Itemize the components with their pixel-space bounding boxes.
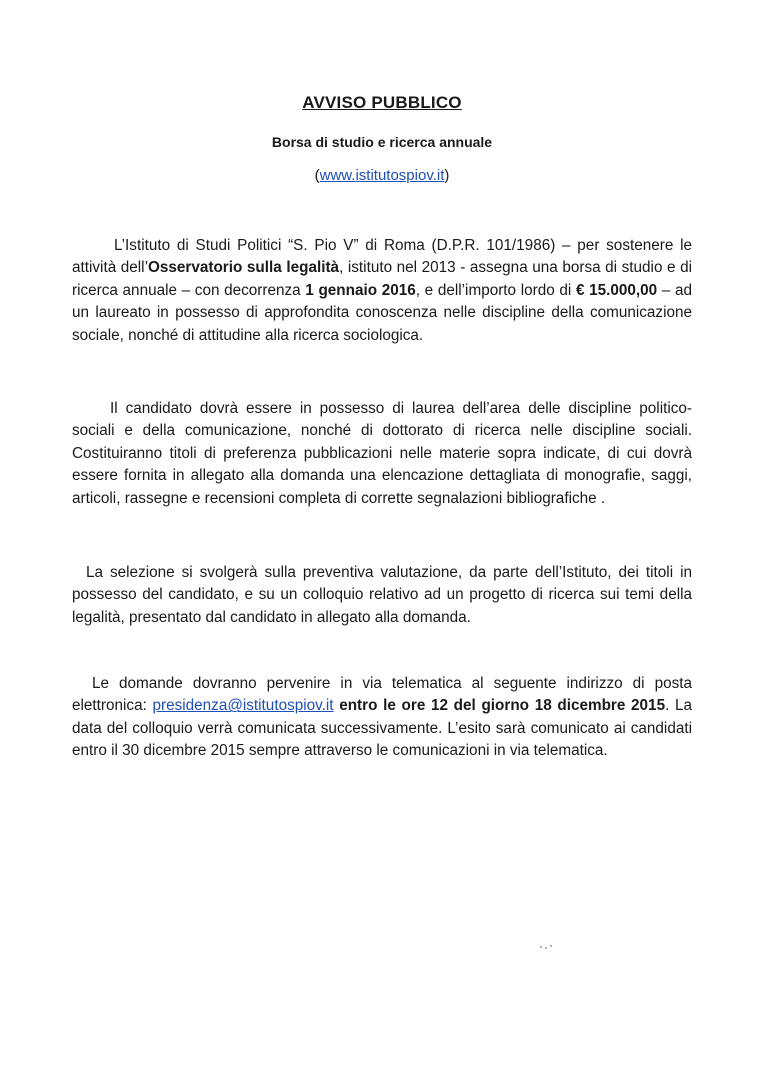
website-link[interactable]: www.istitutospiov.it — [319, 167, 445, 184]
page-title: AVVISO PUBBLICO — [302, 93, 462, 112]
p1-text-2: , istituto nel 2013 - assegna una borsa di studio e di ricerca annuale – con decorrenza — [72, 259, 692, 299]
p1-bold-start-date: 1 gennaio 2016 — [305, 281, 416, 299]
email-link[interactable]: presidenza@istitutospiov.it — [152, 697, 334, 715]
p4-text-1: Le domande dovranno pervenire in via telematica al seguente indirizzo di posta elettronica: — [72, 675, 692, 715]
p1-bold-observatory: Osservatorio sulla legalità — [147, 259, 340, 277]
p1-text-3: , e dell’importo lordo di — [415, 281, 576, 299]
website-line — [0, 167, 764, 184]
paragraph-selection: La selezione si svolgerà sulla preventiva valutazione, da parte dell’Istituto, dei titoli in possesso del candidato, e su un colloquio relativo ad un progetto di ricerca sui temi della legalità, presentato dal candidato in allegato alla domanda. — [72, 564, 692, 626]
p1-bold-amount: € 15.000,00 — [575, 281, 658, 299]
p4-bold-deadline: entro le ore 12 del giorno 18 dicembre 2015 — [333, 697, 666, 715]
paragraph-requirements: Il candidato dovrà essere in possesso di laurea dell’area delle discipline politico-sociali e della comunicazione, nonché di dottorato di ricerca nelle discipline sociali. Costituiranno titoli di preferenza pubblicazioni nelle materie sopra indicate, di cui dovrà essere fornita in allegato alla domanda una elencazione dettagliata di monografie, saggi, articoli, rassegne e recensioni completa di corrette segnalazioni bibliografiche . — [72, 400, 692, 507]
p1-text-4: – ad un laureato in possesso di approfondita conoscenza nelle discipline della comunicazione sociale, nonché di attitudine alla ricerca sociologica. — [72, 281, 692, 344]
page-subtitle: Borsa di studio e ricerca annuale — [271, 134, 493, 150]
p1-text-1: L’Istituto di Studi Politici “S. Pio V” di Roma (D.P.R. 101/1986) – per sostenere le attività dell’ — [72, 237, 692, 277]
website-paren-open: ( — [314, 167, 320, 184]
scan-speck-mark — [540, 945, 554, 949]
paragraph-application — [72, 673, 692, 763]
website-paren-close: ) — [444, 167, 450, 184]
paragraph-announcement — [72, 235, 692, 347]
p4-text-2: . La data del colloquio verrà comunicata successivamente. L’esito sarà comunicato ai candidati entro il 30 dicembre 2015 sempre attraverso le comunicazioni in via telematica. — [72, 697, 693, 760]
